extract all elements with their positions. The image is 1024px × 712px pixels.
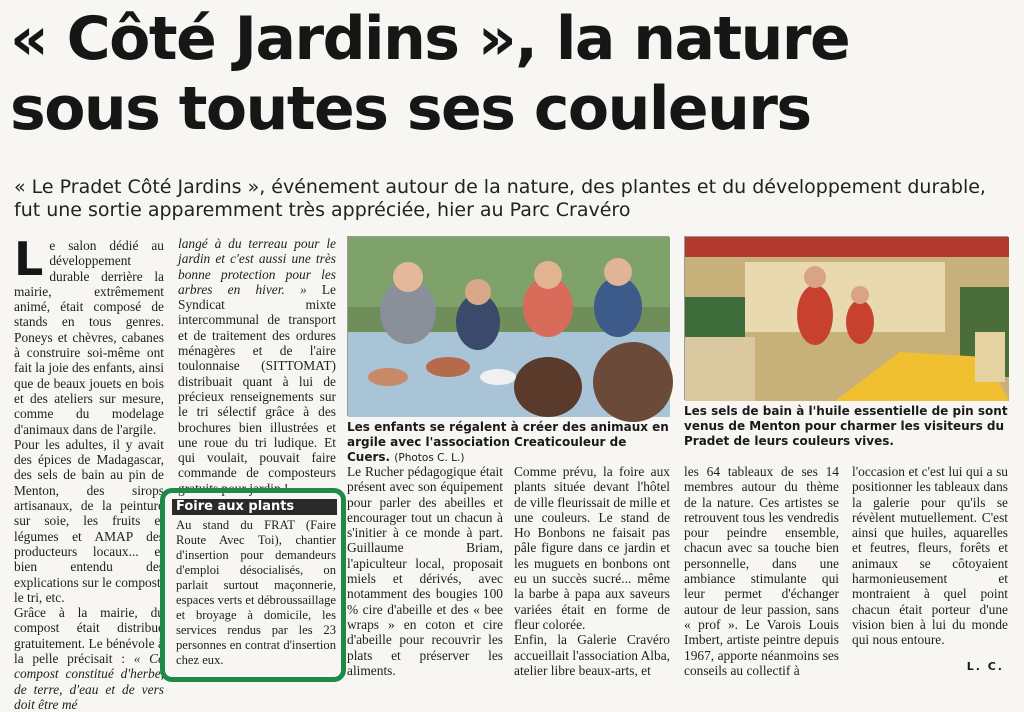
box-title: Foire aux plants — [172, 499, 337, 515]
photo-children-clay — [347, 236, 669, 416]
article-column-3: Le Rucher pédagogique était présent avec son équipement pour parler des abeilles et encourager tout un chacun à s'initier à ce monde à part. Guillaume Briam, l'apiculteur local, proposait miels et dérivés, avec notamment des bougies 100 % cire d'abeille et des « bee wraps » en coton et cire d'abeille pour recouvrir les plats et préserver les aliments. — [347, 464, 503, 678]
photo-2-caption: Les sels de bain à l'huile essentielle de pin sont venus de Menton pour charmer les visiteurs du Pradet de leurs couleurs vives. — [684, 404, 1008, 448]
headline: « Côté Jardins », la nature sous toutes ses couleurs — [10, 4, 850, 144]
photo-1-caption-text: Les enfants se régalent à créer des animaux en argile avec l'association Creaticouleur de Cuers. — [347, 420, 669, 464]
column-4-paragraph-1: Comme prévu, la foire aux plants située devant l'hôtel de ville fleurissait de mille et une couleurs. Le stand de Ho Bonbons ne faisait pas pâle figure dans ce jardin et les muguets en bonbons ont eu un succès sucré... même la barbe à papa aux saveurs variées était en forme de fleur colorée. — [514, 464, 670, 632]
column-1-paragraph-1: e salon dédié au développement durable derrière la mairie, extrêmement animé, était composé de stands en tous genres. Poneys et chèvres, cabanes à construire soi-même ont fait la joie des enfants, ainsi que de beaux jouets en bois et des ateliers sur mesure, comme du modelage d'animaux dans de l'argile. — [14, 238, 164, 437]
column-2-quote: langé à du terreau pour le jardin et c'est aussi une très bonne protection pour les arbres en hiver. » — [178, 236, 336, 297]
article-column-2 — [178, 236, 336, 496]
column-1-quote: « Ce compost constitué d'herbe, de terre, d'eau et de vers doit être mé — [14, 651, 165, 712]
column-2-paragraph-1: Le Syndicat mixte intercommunal de transport et de traitement des ordures ménagères et de l'aire toulonnaise (SITTOMAT) distribuait quant à lui de précieux renseignements sur le tri sélectif grâce à des brochures bien illustrées et une roue du tri ludique. Et qui voulait, pouvait faire commande de composteurs gratuits pour jardin ! — [178, 281, 336, 496]
box-text: Au stand du FRAT (Faire Route Avec Toi), chantier d'insertion pour demandeurs d'emploi désocialisés, on parlait surtout maçonnerie, espaces verts et débroussaillage et broyage à domicile, les services rendus par les 23 personnes en contrat d'insertion chez eux. — [176, 518, 336, 667]
column-1-paragraph-2: Pour les adultes, il y avait des épices de Madagascar, des sels de bain au pin de Menton, des sirops artisanaux, de la peinture sur soie, les fruits et légumes et AMAP des producteurs locaux... et bien entendu des explications sur le compost, le tri, etc. — [14, 436, 164, 605]
photo-bath-salts-stand — [684, 236, 1008, 400]
photo-children-clay-image — [348, 237, 670, 417]
lede: « Le Pradet Côté Jardins », événement autour de la nature, des plantes et du développement durable, fut une sortie apparemment très appréciée, hier au Parc Cravéro — [14, 176, 986, 221]
article-column-6: l'occasion et c'est lui qui a su positionner les tableaux dans la galerie pour qu'ils se révèlent mutuellement. C'est ainsi que huiles, aquarelles et feutres, fleurs, forêts et animaux se côtoyaient harmonieusement et montraient à quel point chacun était porteur d'une vision bien à lui du monde qui nous entoure. — [852, 464, 1008, 648]
article-column-5: les 64 tableaux de ses 14 membres autour du thème de la nature. Ces artistes se retrouvent tous les vendredis pour peindre ensemble, chacun avec sa touche bien personnelle, dans une ambiance stimulante qui leur permet d'échanger autour de leur passion, sans « prof ». Le Varois Louis Imbert, artiste peintre depuis 1967, apporte néanmoins ses conseils au collectif à — [684, 464, 839, 678]
photo-bath-salts-image — [685, 237, 1009, 401]
photo-credit: (Photos C. L.) — [394, 452, 465, 464]
article-column-1 — [14, 232, 165, 712]
column-1-paragraph-3: Grâce à la mairie, du compost était distribué gratuitement. Le bénévole à la pelle précisait : — [14, 605, 164, 667]
article-column-4 — [514, 464, 670, 678]
column-4-paragraph-2: Enfin, la Galerie Cravéro accueillait l'association Alba, atelier libre beaux-arts, et — [514, 632, 670, 678]
photo-1-caption — [347, 420, 669, 466]
drop-cap: L — [14, 232, 44, 286]
author-signature: L. C. — [966, 660, 1004, 673]
